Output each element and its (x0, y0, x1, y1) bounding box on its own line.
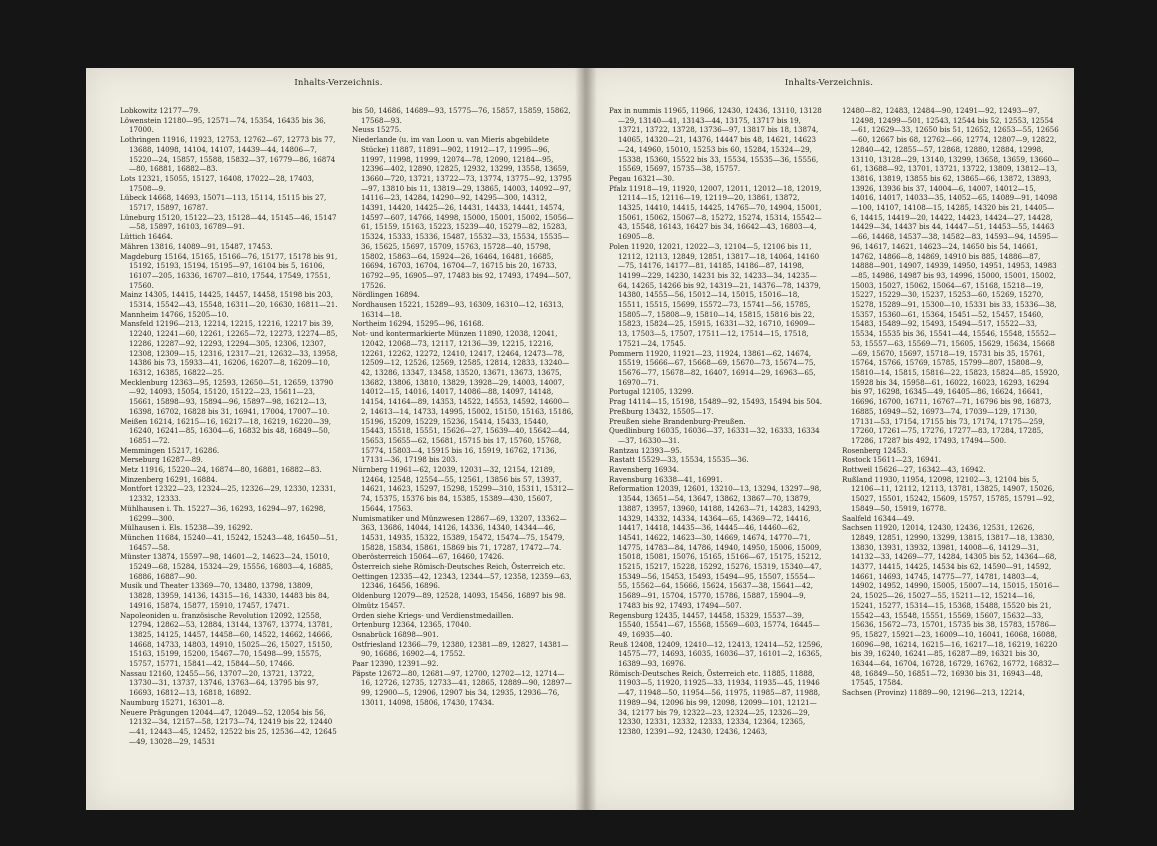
left-page-header: Inhalts-Verzeichnis. (294, 78, 383, 88)
index-entry: Mansfeld 12196—213, 12214, 12215, 12216, 12217 bis 39, 12240, 12241—60, 12261, 12265—72, 12273, 12274—85, 12286, 12287—92, 12293, 12294—305, 12306, 12307, 12308, 12309—15, 12316, 12317—21, 12632—33, 13958, 14386 bis 73, 15933—41, 16206, 16207—8, 16209—10, 16312, 16385, 16822—25. (120, 319, 338, 377)
index-entry: Neuss 15275. (352, 125, 402, 135)
book-gutter (575, 68, 597, 810)
index-entry: Löwenstein 12180—95, 12571—74, 15354, 16435 bis 36, 17000. (120, 115, 326, 135)
index-entry: Pfalz 11918—19, 11920, 12007, 12011, 12012—18, 12019, 12114—15, 12116—19, 12119—20, 13861, 13872, 14325, 14410, 14415, 14425, 14765—70, 14904, 15001, 15061, 15062, 15067—8, 15272, 15274, 15314, 15542—43, 15548, 16143, 16427 bis 34, 16642—43, 16803—4, 16905—8. (609, 183, 822, 242)
index-entry: Mainz 14305, 14415, 14425, 14457, 14458, 15198 bis 203, 15314, 15542—43, 15548, 16311—20, 16630, 16811—21. (120, 290, 338, 310)
index-entry: Reuß 12408, 12409, 12410—12, 12413, 12414—52, 12596, 14575—77, 14693, 16035, 16036—37, 16101—2, 16365, 16389—93, 16976. (609, 639, 823, 669)
index-entry: Meißen 16214, 16215—16, 16217—18, 16219, 16220—39, 16240, 16241—85, 16304—6, 16832 bis 48, 16849—50, 16851—72. (120, 416, 331, 445)
index-entry: Niederlande (u. im van Loon u. van Mieris abgebildete Stücke) 11887, 11891—902, 11912—17, 11995—96, 11997, 11998, 11999, 12074—78, 12090, 12184—95, 12396—402, 12890, 12825, 12932, 13299, 13558, 13659, 13660—720, 13721, 13722—73, 13774, 13775—92, 13795—97, 13810 bis 11, 13819—29, 13865, 14003, 14092—97, 14116—23, 14284, 14290—92, 14295—300, 14312, 14391, 14420, 14425—26, 14431, 14433, 14441, 14574, 14597—607, 14766, 14998, 15000, 15001, 15002, 15056—61, 15159, 15163, 15223, 15239—40, 15279—82, 15283, 15324, 15333, 15336, 15487, 15532—33, 15534, 15535—36, 15625, 15697, 15709, 15763, 15728—40, 15798, 15802, 15863—64, 15924—26, 16464, 16481, 16685, 16694, 16703, 16704, 16704—7, 16715 bis 20, 16733, 16792—95, 16905—97, 17483 bis 92, 17493, 17494—507, 17526. (352, 135, 574, 290)
index-entry: Numismatiker und Münzwesen 12867—69, 13207, 13362—363, 13686, 14044, 14126, 14336, 14340, 14344—46, 14531, 14935, 15322, 15389, 15472, 15474—75, 15479, 15828, 15834, 15861, 15869 bis 71, 17287, 17472—74. (352, 513, 567, 552)
index-entry: Regensburg 12435, 14457, 14458, 15329, 15537—39, 15540, 15541—67, 15568, 15569—603, 15774, 16445—49, 16935—40. (609, 610, 820, 639)
index-entry: Musik und Theater 13369—70, 13480, 13798, 13809, 13828, 13959, 14136, 14315—16, 14330, 14483 bis 84, 14916, 15874, 15877, 15910, 17457, 17471. (120, 581, 330, 610)
index-entry: Oldenburg 12079—89, 12528, 14093, 15456, 16897 bis 98. (352, 591, 566, 601)
index-entry: Nürnberg 11961—62, 12039, 12031—32, 12154, 12189, 12464, 12548, 12554—55, 12561, 13856 bis 57, 13937, 14621, 14623, 15297, 15298, 15299—310, 15311, 15312—74, 15375, 15376 bis 84, 15385, 15389—430, 15607, 15644, 17563. (352, 465, 574, 513)
index-entry: Not- und kontermarkierte Münzen 11890, 12038, 12041, 12042, 12068—73, 12117, 12136—39, 12215, 12216, 12261, 12262, 12272, 12410, 12417, 12464, 12473—78, 12509—12, 12526, 12569, 12585, 12814, 12833, 13240—42, 13286, 13347, 13458, 13520, 13671, 13673, 13675, 13682, 13806, 13810, 13829, 13928—29, 14003, 14007, 14012—15, 14016, 14017, 14086—88, 14097, 14148, 14154, 14164—89, 14353, 14522, 14553, 14592, 14600—2, 14613—14, 14733, 14995, 15002, 15150, 15163, 15186, 15196, 15209, 15229, 15236, 15414, 15433, 15440, 15443, 15518, 15551, 15626—27, 15639—40, 15642—44, 15653, 15655—62, 15681, 15715 bis 17, 15760, 15768, 15774, 15803—4, 15915 bis 16, 15919, 16762, 17136, 17131—36, 17198 bis 203. (352, 329, 574, 465)
index-entry: Reformation 12039, 12601, 13210—13, 13294, 13297—98, 13544, 13651—54, 13647, 13862, 13867—70, 13879, 13887, 13957, 13960, 14188, 14263—71, 14283, 14293, 14329, 14332, 14334, 14364—65, 14369—72, 14416, 14417, 14418, 14435—36, 14445—46, 14460—62, 14541, 14622, 14623—30, 14669, 14674, 14770—71, 14775, 14783—84, 14786, 14940, 14950, 15006, 15009, 15018, 15081, 15076, 15165, 15166—67, 15175, 15212, 15215, 15217, 15228, 15292, 15276, 15319, 15340—47, 15349—56, 15453, 15493, 15494—95, 15507, 15554—55, 15562—64, 15666, 15624, 15637—38, 15641—42, 15689—91, 15704, 15770, 15786, 15887, 15904—9, 17483 bis 92, 17493, 17494—507. (609, 484, 822, 610)
index-entry: Osnabrück 16898—901. (352, 629, 439, 639)
index-entry: Portugal 12105, 13299. (609, 387, 694, 397)
right-column-2 (842, 106, 1060, 806)
index-entry: Nördlingen 16894. (352, 290, 420, 300)
index-entry: Merseburg 16287—89. (120, 455, 203, 465)
index-entry: Montfort 12322—23, 12324—25, 12326—29, 12330, 12331, 12332, 12333. (120, 484, 336, 504)
index-entry: Orden siehe Kriegs- und Verdienstmedaillen. (352, 610, 514, 620)
left-column-1 (120, 106, 338, 806)
index-entry: Rußland 11930, 11954, 12098, 12102—3, 12104 bis 5, 12106—11, 12112, 12113, 13781, 13825, 14907, 15026, 15027, 15501, 15242, 15609, 15757, 15785, 15791—92, 15849—50, 15919, 16778. (842, 474, 1055, 513)
index-entry: Ostfriesland 12366—79, 12380, 12381—89, 12827, 14381—90, 16686, 16902—4, 17552. (352, 639, 569, 659)
index-entry: Saalfeld 16344—49. (842, 513, 915, 523)
index-entry: Napoleoniden u. französische Revolution 12092, 12558, 12794, 12862—53, 12884, 13144, 13767, 13774, 13781, 13825, 14125, 14457, 14458—60, 14522, 14662, 14666, 14668, 14733, 14803, 14910, 15025—26, 15027, 15150, 15163, 15199, 15200, 15467—70, 15498—99, 15575, 15757, 15771, 15841—42, 15844—50, 17466. (120, 610, 333, 669)
index-entry: Preußen siehe Brandenburg-Preußen. (609, 416, 746, 426)
index-entry: Mähren 13816, 14089—91, 15487, 17453. (120, 241, 273, 251)
index-entry: Prag 14114—15, 15198, 15489—92, 15493, 15494 bis 504. (609, 397, 823, 407)
index-entry: Lothringen 11916, 11923, 12753, 12762—67, 12773 bis 77, 13688, 14098, 14104, 14107, 14439—44, 14806—7, 15220—24, 15857, 15588, 15832—37, 16779—86, 16874—80, 16881, 16882—83. (120, 135, 336, 174)
index-entry: Mülhausen i. Els. 15238—39, 16292. (120, 523, 253, 533)
index-entry: Preßburg 13432, 15505—17. (609, 406, 714, 416)
index-entry: Oettingen 12335—42, 12343, 12344—57, 12358, 12359—63, 12346, 16456, 16896. (352, 571, 572, 591)
index-entry: Rostock 15611—23, 16941. (842, 455, 941, 465)
index-entry: Rosenberg 12453. (842, 445, 908, 455)
index-entry: Polen 11920, 12021, 12022—3, 12104—5, 12106 bis 11, 12112, 12113, 12849, 12851, 13817—18, 14064, 14160—75, 14176, 14177—81, 14185, 14186—87, 14198, 14199—229, 14230, 14231 bis 32, 14233—34, 14235—64, 14265, 14266 bis 92, 14319—21, 14376—78, 14379, 14380, 14555—56, 15012—14, 15015, 15016—18, 15511, 15515, 15699, 15572—73, 15741—56, 15785, 15805—7, 15808—9, 15810—14, 15815, 15816 bis 22, 15823, 15824—25, 15915, 16331—32, 16710, 16909—13, 17503—5, 17507, 17511—12, 17514—15, 17518, 17521—24, 17545. (609, 241, 821, 348)
left-column-2 (352, 106, 574, 806)
index-entry: Quedlinburg 16035, 16036—37, 16331—32, 16333, 16334—37, 16330—31. (609, 426, 820, 445)
index-entry: Sachsen 11920, 12014, 12430, 12436, 12531, 12626, 12849, 12851, 12990, 13299, 13815, 13817—18, 13830, 13830, 13931, 13932, 13981, 14008—6, 14129—31, 14132—33, 14269—77, 14284, 14305 bis 52, 14364—68, 14377, 14415, 14425, 14534 bis 62, 14590—91, 14592, 14661, 14693, 14745, 14775—77, 14781, 14803—4, 14902, 14952, 14990, 15005, 15007—14, 15015, 15016—24, 15025—26, 15027—55, 15211—12, 15214—16, 15241, 15277, 15314—15, 15368, 15488, 15520 bis 21, 15542—43, 15548, 15551, 15569, 15607, 15632—33, 15636, 15672—73, 15701, 15735 bis 38, 15783, 15786—95, 15827, 15921—23, 16009—10, 16041, 16068, 16088, 16096—98, 16214, 16215—16, 16217—18, 16219, 16220 bis 39, 16240, 16241—85, 16287—89, 16321 bis 30, 16344—64, 16704, 16728, 16729, 16762, 16772, 16832—48, 16849—50, 16851—72, 16930 bis 31, 16943—48, 17545, 17584. (842, 523, 1060, 688)
index-entry: Rottweil 15626—27, 16342—43, 16942. (842, 465, 986, 475)
index-entry: Magdeburg 15164, 15165, 15166—76, 15177, 15178 bis 91, 15192, 15193, 15194, 15195—97, 16104 bis 5, 16106, 16107—205, 16336, 16707—810, 17544, 17549, 17551, 17560. (120, 251, 338, 290)
index-entry: Metz 11916, 15220—24, 16874—80, 16881, 16882—83. (120, 465, 322, 475)
right-page (584, 68, 1074, 810)
index-entry: Nordhausen 15221, 15289—93, 16309, 16310—12, 16313, 16314—18. (352, 300, 564, 319)
index-entry: 12480—82, 12483, 12484—90, 12491—92, 12493—97, 12498, 12499—501, 12543, 12544 bis 52, 12553, 12554—61, 12629—33, 12650 bis 51, 12652, 12653—55, 12656—60, 12667 bis 68, 12762—66, 12774, 12807—9, 12822, 12840—42, 12855—57, 12868, 12880, 12884, 12998, 13110, 13128—29, 13140, 13299, 13658, 13659, 13660—61, 13688—92, 13701, 13721, 13722, 13809, 13812—13, 13816, 13819, 13855 bis 62, 13865—66, 13872, 13893, 13926, 13936 bis 37, 14004—6, 14007, 14012—15, 14016, 14017, 14033—35, 14052—65, 14089—91, 14098—100, 14107, 14108—15, 14285, 14320 bis 21, 14405—6, 14415, 14419—20, 14422, 14423, 14424—27, 14428, 14429—34, 14437 bis 44, 14447—51, 14453—55, 14463—66, 14468, 14537—38, 14582—83, 14593—94, 14595—96, 14617, 14621, 14623—24, 14650 bis 54, 14661, 14762, 14866—8, 14869, 14910 bis 885, 14886—87, 14888—901, 14907, 14939, 14950, 14951, 14953, 14983—85, 14986, 14987 bis 93, 14996, 15000, 15001, 15002, 15003, 15027, 15062, 15064—67, 15168, 15218—19, 15227, 15229—30, 15237, 15253—60, 15269, 15270, 15278, 15289—91, 15300—10, 15331 bis 33, 15336—38, 15357, 15360—61, 15364, 15451—52, 15457, 15460, 15483, 15489—92, 15493, 15494—517, 15522—33, 15534, 15535 bis 36, 15541—44, 15546, 15548, 15552—53, 15557—63, 15569—71, 15605, 15629, 15634, 15668—69, 15670, 15697, 15718—19, 15731 bis 35, 15761, 15764, 15766, 15769, 15785, 15799—807, 15808—9, 15810—14, 15815, 15816—22, 15823, 15824—85, 15920, 15928 bis 34, 15958—61, 16022, 16023, 16293, 16294 bis 97, 16298, 16345—49, 16405—86, 16624, 16641, 16696, 16700, 16711, 16767—71, 16796 bis 98, 16873, 16885, 16949—52, 16973—74, 17039—129, 17130, 17131—53, 17154, 17155 bis 73, 17174, 17175—259, 17260, 17261—75, 17276, 17277—83, 17284, 17285, 17286, 17287 bis 492, 17493, 17494—500. (842, 106, 1060, 445)
index-entry: Mühlhausen i. Th. 15227—36, 16293, 16294—97, 16298, 16299—300. (120, 503, 326, 523)
index-entry: Neuere Prägungen 12044—47, 12049—52, 12054 bis 56, 12132—34, 12157—58, 12173—74, 12419 bis 22, 12440—41, 12443—45, 12452, 12522 bis 25, 12536—42, 12645—49, 13028—29, 14531 (120, 707, 337, 746)
index-entry: Lots 12321, 15055, 15127, 16408, 17022—28, 17403, 17508—9. (120, 173, 315, 193)
index-entry: München 11684, 15240—41, 15242, 15243—48, 16450—51, 16457—58. (120, 532, 338, 552)
index-entry: Münster 13874, 15597—98, 14601—2, 14623—24, 15010, 15249—68, 15284, 15324—29, 15556, 16803—4, 16885, 16886, 16887—90. (120, 552, 334, 581)
index-entry: Lübeck 14668, 14693, 15071—113, 15114, 15115 bis 27, 15717, 15897, 16787. (120, 193, 327, 213)
index-entry: Minzenberg 16291, 16884. (120, 474, 218, 484)
index-entry: Olmütz 15457. (352, 600, 406, 610)
index-entry: Paar 12390, 12391—92. (352, 659, 439, 669)
index-entry: Römisch-Deutsches Reich, Österreich etc. 11885, 11888, 11903—5, 11920, 11925—33, 11934, 11935—45, 11946—47, 11948—50, 11954—56, 11975, 11985—87, 11988, 11989—94, 12096 bis 99, 12098, 12099—101, 12121—34, 12177 bis 79, 12322—23, 12324—25, 12326—29, 12330, 12331, 12332, 12333, 12334, 12364, 12365, 12380, 12391—92, 12430, 12436, 12463, (609, 668, 821, 736)
right-page-header: Inhalts-Verzeichnis. (784, 78, 874, 88)
index-entry: Northeim 16294, 15295—96, 16168. (352, 319, 484, 329)
index-entry: Naumburg 15271, 16301—8. (120, 697, 225, 707)
right-column-1 (609, 106, 823, 806)
index-entry: Rastatt 15529—33, 15534, 15535—36. (609, 455, 749, 465)
index-entry: Pegau 16321—30. (609, 173, 675, 183)
index-entry: Päpste 12672—80, 12681—97, 12700, 12702—12, 12714—16, 12726, 12735, 12733—41, 12865, 12889—90, 12897—99, 12900—5, 12906, 12907 bis 34, 12935, 12936—76, 13011, 14098, 15806, 17430, 17434. (352, 668, 572, 707)
index-entry: Ravensberg 16934. (609, 465, 679, 475)
index-entry: Rantzau 12393—95. (609, 445, 682, 455)
index-entry: Österreich siehe Römisch-Deutsches Reich, Österreich etc. (352, 562, 566, 572)
index-entry: Ravensburg 16338—41, 16991. (609, 474, 723, 484)
index-entry: bis 50, 14686, 14689—93, 15775—76, 15857, 15859, 15862, 17568—93. (352, 106, 571, 125)
index-entry: Pax in nummis 11965, 11966, 12430, 12436, 13110, 13128—29, 13140—41, 13143—44, 13175, 13717 bis 19, 13721, 13722, 13728, 13736—97, 13817 bis 18, 13874, 14065, 14320—21, 14376, 14447 bis 48, 14621, 14623—24, 14960, 15010, 15253 bis 60, 15284, 15324—29, 15338, 15360, 15522 bis 33, 15534, 15535—36, 15556, 15569, 15697, 15735—38, 15757. (609, 106, 822, 174)
index-entry: Mannheim 14766, 15205—10. (120, 309, 229, 319)
left-page (86, 68, 591, 810)
index-entry: Lüneburg 15120, 15122—23, 15128—44, 15145—46, 15147—58, 15897, 16103, 16789—91. (120, 212, 337, 232)
index-entry: Oberösterreich 15064—67, 16460, 17426. (352, 552, 505, 562)
index-entry: Memmingen 15217, 16286. (120, 445, 220, 455)
index-entry: Lobkowitz 12177—79. (120, 106, 201, 115)
index-entry: Sachsen (Provinz) 11889—90, 12196—213, 12214, (842, 688, 1025, 698)
index-entry: Ortenburg 12364, 12365, 17040. (352, 620, 472, 630)
index-entry: Lüttich 16464. (120, 232, 173, 242)
index-entry: Pommern 11920, 11921—23, 11924, 13861—62, 14674, 15519, 15666—67, 15668—69, 15670—73, 15674—75, 15676—77, 15678—82, 16407, 16914—29, 16963—65, 16970—71. (609, 348, 816, 387)
index-entry: Nassau 12160, 12455—56, 13707—20, 13721, 13722, 13730—31, 13737, 13746, 13763—64, 13795 bis 97, 16693, 16812—13, 16818, 16892. (120, 668, 319, 698)
index-entry: Mecklenburg 12363—95, 12593, 12650—51, 12659, 13790—92, 14093, 15054, 15120, 15122—23, 15611—23, 15661, 15898—93, 15894—96, 15897—98, 16212—13, 16398, 16702, 16828 bis 31, 16941, 17004, 17007—10. (120, 377, 334, 416)
